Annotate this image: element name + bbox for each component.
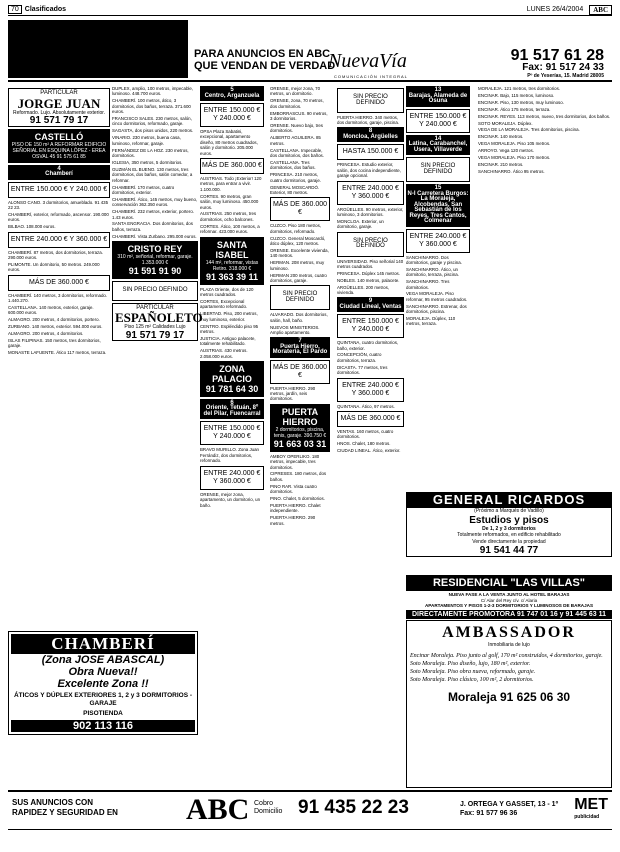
footer-line: J. ORTEGA Y GASSET, 13 - 1º [460,801,559,808]
column-1 [8,86,110,357]
zone-name: Oriente, Tetuán, 8º del Pilar, Fuencarral [203,405,261,417]
footer-line: SUS ANUNCIOS CON [12,798,94,807]
ad-kicker: PARTICULAR [40,90,78,96]
ad-text: Totalmente reformados, en edificio rehabilitado [457,532,561,538]
listing: VEGA MORALEJA. Piso 170 metros. [478,155,551,161]
price-band: ENTRE 240.000 € Y 360.000 € [8,232,110,248]
ad-subtitle: Inmobiliaria de lujo [488,642,530,648]
ad-zona-palacio [200,361,264,397]
price-band: SIN PRECIO DEFINIDO [270,285,330,310]
listing: PUERTA HIERRO. 290 metros. [270,515,316,526]
listing: CORTES. 90 metros, gran salón, muy luminoso. 450.000 euros. [200,193,259,210]
banner-black-block [8,20,188,78]
listing: ENCINAR. Piso, 130 metros, muy luminoso. [478,99,564,105]
price-band: MÁS DE 360.000 € [337,411,404,427]
ad-phone: 91 541 44 77 [479,545,539,556]
listing-group [8,200,110,230]
listing: GUZMÁN EL BUENO. 130 metros, tres dormitorios, dos baños, salón comedor, a reformar. [112,166,193,183]
listing: CORTES, Excepcional apartamento reformado. [200,298,248,310]
ad-subtitle: (Zona JOSE ABASCAL) [41,654,165,666]
listing: CHAMBERÍ, exterior, reformado, ascensor. 190.000 euros. [8,211,109,223]
price-band: ENTRE 150.000 € Y 240.000 € [200,103,264,127]
ad-text: NUEVA FASE A LA VENTA JUNTO AL HOTEL BARAJAS [448,592,570,597]
banner-headline [194,48,335,72]
listing: VEGA MORALEJA. Piso reformar, 95 metros cuadrados. [406,291,468,302]
listing: CASTELLANA. 140 metros, exterior, garaje. 600.000 euros. [8,304,94,316]
column-7 [478,86,612,176]
listing: AMBOY OPERLIKO. 180 metros, impecable, tres dormitorios. [270,453,320,470]
listing-group [337,115,404,126]
ad-cristo-rey [112,241,198,279]
listing: MONASTE LAFUENTE. Ático 117 metros, terraza. [8,350,107,356]
ad-subtitle: Excelente Zona !! [57,678,149,690]
page-date: LUNES 26/4/2004 [526,6,584,13]
listing: HERMAN 200 metros, cuatro dormitorios, garaje. [270,272,327,283]
ad-text: Reformado. Lujo. Absolutamente exterior. [13,109,105,116]
listing: ORENSE, mejor zona, 70 metros, un dormitorio. [270,86,321,97]
listing: ENCINAR. REYES. 113 metros, nuevo, tres dormitorios, dos baños. [478,113,611,119]
ad-title: CRISTO REY [127,244,183,255]
listing-group [8,293,110,356]
listing: JUSTICIA. Antiguo palacete, totalmente rehabilitado. [200,335,256,347]
banner-phone: 91 517 61 28 [510,47,604,64]
zone-header [270,337,330,358]
zone-number: 8 [368,128,373,135]
zone-number: 15 [434,185,442,191]
zone-number: 4 [57,165,61,172]
listing: LIBERTAD. Piso, 200 metros, muy luminoso, exterior. [200,311,258,322]
listing-group [270,223,330,283]
ad-santa-isabel [200,237,264,285]
listing: SOTO MORALEJA. Dúplex. [478,120,533,126]
ad-residencial-las-villas [406,575,612,619]
zone-header [8,165,110,180]
ad-text: ÁTICOS Y DÚPLEX EXTERIORES 1, 2 y 3 DORMITORIOS - GARAJE [13,692,193,707]
zone-name: Moncloa, Argüelles [343,133,398,140]
zone-name: Centro, Arganzuela [204,92,260,99]
zone-name: Ciudad Lineal, Ventas [339,303,402,310]
listing: SANCHINARRO. Tres dormitorios. [406,279,450,290]
listing-group [200,287,264,359]
section-title: Clasificados [24,6,67,13]
price-band: ENTRE 240.000 € Y 360.000 € [337,378,404,402]
ad-phone: 902 113 116 [11,720,195,732]
price-band: MÁS DE 360.000 € [200,158,264,174]
agency-tagline: COMUNICACIÓN INTEGRAL [334,74,408,79]
listing-group [270,86,330,195]
listing: ENCINAR. 210 metros. [478,161,524,167]
ad-body [406,507,612,557]
ad-title: RESIDENCIAL "LAS VILLAS" [406,575,612,591]
ad-ambassador [406,620,612,788]
ad-title: AMBASSADOR [442,624,576,641]
price-band: HASTA 150.000 € [337,144,404,160]
price-band: MÁS DE 360.000 € [8,275,110,291]
ad-phone: 91 571 79 17 [29,115,89,126]
listing: DUPLEX, amplio, 100 metros, impecable, luminoso. 448.700 euros. [112,86,194,97]
ad-phone: 91 625 06 30 [499,690,571,704]
zone-name: Puerta Hierro, Moratería, El Pardo [272,343,328,355]
listing-group [337,404,404,409]
listing: CHAMBERÍ. 100 metros, ático, 3 dormitorios, dos baños, terraza. 371.600 euros. [112,98,191,115]
ad-phone: 91 663 03 31 [273,438,327,449]
ad-title: PUERTA HIERRO [281,406,319,427]
listing: CHAMBERÍ. 232 metros, exterior, portero. 1.43 euros. [112,209,194,220]
ad-text: Soto Moraleja. Piso obra nueva, reformado, garaje. [410,669,536,675]
listing: CHAMBERÍ. Vista Zurbano. 295.000 euros. [112,233,197,239]
zone-number: 7 [298,338,302,344]
column-6 [406,86,470,328]
listing: GENERAL MOSCARDÓ. Exterior, 80 metros. [270,184,320,195]
price-band: ENTRE 240.000 € Y 360.000 € [406,229,470,253]
ad-phone: 91 363 39 11 [205,271,259,282]
zone-number: 9 [368,298,373,305]
zone-header [200,399,264,420]
listing: SANCHINARRO. Dos dormitorios, garaje y piscina. [406,254,462,265]
ad-title: JORGE JUAN [17,95,101,111]
listing: HNOS. Chalet, 180 metros. [337,441,391,447]
ad-text: Soto Moraleja. Piso diseño, lujo, 180 m², exterior. [410,661,531,667]
listing: ALONSO CANO. 3 dormitorios, amueblado. 91 435 22 23. [8,199,109,210]
footer-service [254,800,282,816]
listing: VEGA MORALEJA. Piso 105 metros. [478,141,551,147]
banner-address: Pº de Yeserías, 15. Madrid 28005 [527,73,604,79]
price-band: ENTRE 150.000 € Y 240.000 € [337,314,404,338]
listing: EMBORRASCUS. 90 metros, 3 dormitorios. [270,110,328,122]
zone-number: 6 [230,399,234,406]
ad-text: Piso 125 m² Calidades Lujo [124,324,186,331]
listing: QUINTANA, cuatro dormitorios, baño, exterior. [337,340,399,351]
ad-text: 2 dormitorios, piscina, tenis, garaje. 390.750 € [273,426,327,439]
column-4 [270,86,330,528]
footer-ad [8,790,612,830]
zone-header [406,86,470,107]
ad-body [406,591,612,610]
zone-name: Latina, Carabanchel, Usera, Villaverde [408,141,468,153]
listing: BILBAO. 108.000 euros. [8,224,56,230]
zone-name: N-I Carretera Burgos: La Moraleja, Alcobendas, San Sebastián de los Reyes, Tres Cantos, Colmenar [407,190,469,224]
newspaper-logo: ABC [589,5,612,15]
price-band: MÁS DE 360.000 € [270,197,330,221]
listing: SANCHINARRO. Estrenar, dos dormitorios, piscina. [406,303,467,315]
price-band: ENTRE 150.000 € Y 240.000 € [200,421,264,445]
footer-line: RAPIDEZ Y SEGURIDAD EN [12,808,118,817]
listing-group [337,207,404,230]
listing: CHAMBERÍ. 87 metros, dos dormitorios, terraza. 290.000 euros. [8,249,103,260]
listing-group [200,129,264,156]
ad-title: ZONA PALACIO [212,363,252,384]
ad-brand: PISOTIENDA [83,710,123,717]
listing: PINO RAR. Vista cuatro dormitorios. [270,483,317,495]
listing: ISLAS FILIPINAS. 150 metros, tres dormitorios, garaje. [8,338,101,349]
ad-kicker: PARTICULAR [136,304,174,311]
ad-text: APARTAMENTOS Y PISOS 1-2-3 DORMITORIOS Y LUMINOSOS DE BARAJAS [424,603,594,609]
met-logo-text: MET [574,796,608,813]
price-band: SIN PRECIO DEFINIDO [112,281,198,301]
listing: ENCINAR. 140 metros. [478,134,524,140]
ad-text: C/ Alar del Rey c/v. c/ Alaria [480,597,538,603]
listing-group [112,86,198,239]
listing: PRINCESA. Dúplex 145 metros. [337,270,400,276]
listing: VINARIO. 230 metros, buena casa, luminoso, reformar, garaje. [112,135,181,146]
listing: ALMAGRO. 200 metros, 4 dormitorios, portero. [8,317,100,323]
listing: ALVARADO. Dos dormitorios, salón, hall, baño. [270,312,328,323]
listing: SAGASTA, dos pisos unidos, 220 metros. [112,128,194,134]
ad-subtitle: Obra Nueva!! [68,666,138,678]
ad-text: Soto Moraleja. Piso clásico, 100 m², 2 dormitorios. [410,677,534,683]
listing-group [270,386,330,402]
price-band: ENTRE 240.000 € Y 360.000 € [337,181,404,205]
listing: CHAMBERÍ. 140 metros, 3 dormitorios, reformado. 1.440.270. [8,292,108,304]
listing: BRAVO MURILLO. Zona Juan Ferrándiz, dos dormitorios, reformado. [200,447,259,464]
listing: ARGÜELLES. 200 metros, vivienda. [337,284,389,296]
listing: NUEVOS MINISTERIOS. Amplio apartamento. [270,324,320,336]
listing: PUERTA HIERRO. 340 metros, dos dormitorios, garaje, piscina. [337,115,399,126]
listing: DICASTA. 77 metros, tres dormitorios. [337,364,388,376]
listing: ENCINAR. Ático 175 metros, terraza. [478,106,551,112]
ad-phone: 91 781 64 30 [205,383,259,394]
listing-group [200,447,264,463]
listing: ORENSE. Excelente vivienda, 140 metros. [270,247,329,259]
zone-number: 14 [434,135,442,142]
ad-text: 310 m², señorial, reformar, garaje. 1.353.000 € [117,254,193,267]
listing: ORENSE, mejor zona, apartamento, un dormitorio, un baño. [200,491,261,508]
ad-title: GENERAL RICARDOS [406,492,612,507]
listing: CIUDAD LINEAL. Ático, exterior. [337,448,401,454]
listing: AUSTRIAS. 430 metros. 2.058.000 euros. [200,348,248,359]
column-5 [337,86,404,455]
listing-group [337,259,404,296]
listing: CUZCO. General Moscardó, ático dúplex, 120 metros. [270,235,326,247]
footer-line: Domicilio [254,808,283,815]
listing: PLAZA Oriente, dos de 120 metros cuadrados. [200,286,254,297]
ad-phone: 91 571 79 17 [125,329,185,341]
listing: FERNÁNDEZ DE LA HOZ. 230 metros, dormitorios. [112,147,189,158]
column-2 [112,86,203,343]
zone-header [337,297,404,312]
ad-text: 144 m², reformar, vistas Retiro. 318.000 € [205,259,259,272]
listing: PUERTA HIERRO. Chalet independiente. [270,502,321,514]
price-band: SIN PRECIO DEFINIDO [337,88,404,113]
banner-fax: Fax: 91 517 24 33 [522,62,604,73]
listing: AUSTRIAS. 250 metros, tres dormitorios, ocho balcones. [200,211,257,222]
ad-text: De 1, 2 y 3 dormitorios [482,525,536,532]
footer-line: Fax: 91 577 96 36 [460,810,518,817]
listing: MORALEJA. 121 metros, tres dormitorios. [478,86,560,91]
ad-phone: 91 591 91 90 [128,266,182,277]
listing: MONCLOA. Exterior, un dormitorio, garaje. [337,218,384,230]
ad-contact [410,690,608,704]
listing: CORTES. Ático, 100 metros, a reformar. 423.000 euros. [200,223,260,235]
zone-name: Chamberí [45,171,73,177]
listing: NOBLES. 140 metros, palacete. [337,277,400,283]
listing-group [270,454,330,526]
price-band: ENTRE 150.000 € Y 240.000 € [8,182,110,198]
ad-jorge-juan [8,88,110,127]
listing: OPSA Plaza Sabatini, excepcional, apartamento diseño, 80 metros cuadrados, salón y dormitorio. 205.000 euros. [200,129,258,156]
listing: QUINTANA. Ático, 97 metros. [337,403,395,409]
zone-header [406,184,470,227]
listing: CIPRESES. 180 metros, dos baños. [270,471,327,482]
ad-chamberi [8,631,198,735]
listing: ARGÜELLES. 90 metros, exterior, luminoso, 3 dormitorios. [337,206,404,217]
listing-group [270,312,330,335]
footer-phone: 91 435 22 23 [298,797,409,818]
listing: HERMAN. 208 metros, muy luminoso. [270,260,325,271]
listing: MORALEJA. Dúplex, 110 metros, terraza. [406,316,456,327]
banner-line: PARA ANUNCIOS EN ABC [194,48,331,60]
ad-title: ESPAÑOLETO [115,310,203,326]
price-band: ENTRE 150.000 € Y 240.000 € [406,109,470,133]
abc-logo: ABC [186,793,250,826]
ad-general-ricardos [406,492,612,557]
listing: CENTRO. Espléndido piso 95 metros. [200,323,259,334]
listing-group [406,255,470,327]
ad-text: (Próximo a Marqués de Vadillo) [474,508,544,514]
ad-puerta-hierro [270,404,330,452]
zone-header [337,127,404,142]
footer-line: Cobro [254,800,274,807]
listing: PLIMONTE. Un dormitorio, 50 metros. 249.000 euros. [8,261,100,273]
column-3 [200,86,264,509]
listing: VENTAS. 160 metros, cuatro dormitorios. [337,428,394,440]
page-header [8,4,612,16]
listing-group [337,340,404,375]
ad-text: Vende directamente la propiedad [472,538,546,545]
ad-text: Encinar Moraleja. Piso junto al golf, 170 m² construidos, 4 dormitorios, garaje. [410,653,603,659]
listing: ALMAGRO. 200 metros, 4 dormitorios. [8,331,84,337]
listing: PRINCESA. 210 metros, cuatro dormitorios, garaje. [270,172,322,183]
zone-header [406,135,470,156]
price-band: MÁS DE 360.000 € [270,360,330,384]
ad-body [410,652,608,684]
listing: UNIVERSIDAD. Piso señorial 140 metros cuadrados. [337,258,404,270]
banner-contact [511,48,604,80]
footer-address [460,800,558,818]
listing: PINO. Chalet, 5 dormitorios. [270,496,325,502]
listing: SANCHINARRO. Ático, un dormitorio, terraza, piscina. [406,266,459,278]
agency-logo: NuevaVía [328,50,407,72]
ad-title: SANTA ISABEL [215,239,249,260]
price-band: SIN PRECIO DEFINIDO [337,232,404,257]
ad-castello [8,129,110,163]
listing: CONCEPCIÓN, cuatro dormitorios, terraza. [337,352,382,363]
listing-group [200,176,264,235]
page-number: 70 [8,5,22,14]
listing-group [8,250,110,273]
listing: ORENSE, zona, 70 metros, dos dormitorios. [270,98,324,109]
ad-title: CASTELLÓ [34,131,84,142]
listing-group [337,162,404,178]
met-logo [574,796,608,820]
footer-slogan [12,798,118,818]
zone-header [200,86,264,101]
listing-group [200,492,264,508]
zone-number: 13 [434,87,442,93]
price-band: SIN PRECIO DEFINIDO [406,157,470,182]
listing: CHAMBERÍ. Ático, 145 metros, muy bueno, conservación 362.350 euros. [112,196,198,208]
listing: ALBERTO AGUILERA. 85 metros. [270,135,321,146]
zone-number: 5 [230,87,234,93]
listing: ENCINAR. Bajo, 115 metros, luminoso. [478,92,555,98]
listing: ORENSE. Nuevo bajo, tres dormitorios. [270,122,323,134]
ad-text: PISO DE 150 m² A REFORMAR EDIFICIO SEÑORIAL EN ESQUINA LÓPEZ - EREA OSVAL 45 91 575 61 85 [11,141,107,160]
listing: IGLESIA, 350 metros, 5 dormitorios. [112,159,183,165]
listing: PUERTA HIERRO. 290 metros, jardín, seis dormitorios. [270,385,316,402]
listing: VEGA DE LA MORALEJA. Tres dormitorios, piscina. [478,127,580,133]
listing: FRANCISCO SALES. 230 metros, salón, cinco dormitorios, reformado, garaje. [112,116,192,127]
listing: CUZCO. Piso 180 metros, dormitorios, reformado. [270,223,321,234]
ad-espanoleto [112,303,203,342]
ad-location: Moraleja [447,690,497,704]
ad-phone: DIRECTAMENTE PROMOTORA 91 747 01 16 y 91 445 63 11 [406,610,612,619]
ad-title: CHAMBERÍ [11,634,195,654]
listing: PRINCESA. Estudio exterior, salón, dos cocina independiente, garaje opcional. [337,162,401,179]
listing: AUSTRIAS. Todo ¡Exterior! 120 metros, para entrar a vivir. 1.100.000. [200,176,262,192]
listing: CASTELLANA. Tres dormitorios, dos baños. [270,159,316,171]
listing: CASTELLANA. Impecable, dos dormitorios, dos baños. [270,147,324,158]
listing: SANTA ENGRACIA. Dos dormitorios, dos baños, terraza. [112,221,193,232]
met-logo-sub: publicidad [574,814,600,820]
ad-headline: Estudios y pisos [469,514,549,526]
listing: ARROYO. Vega 120 metros. [478,148,534,154]
price-band: ENTRE 240.000 € Y 360.000 € [200,466,264,490]
top-banner-ad [8,20,612,82]
listing: CHAMBERÍ. 170 metros, cuatro dormitorios, exterior. [112,184,175,195]
zone-name: Barajas, Alameda de Osuna [408,92,468,104]
listing-group [337,429,404,454]
banner-line: QUE VENDAN DE VERDAD [194,60,336,72]
listing-group [478,86,612,174]
listing: SANCHINARRO. Ático 95 metros. [478,168,545,174]
listing: ZURBANO. 140 metros, exterior. 594.000 euros. [8,324,103,330]
